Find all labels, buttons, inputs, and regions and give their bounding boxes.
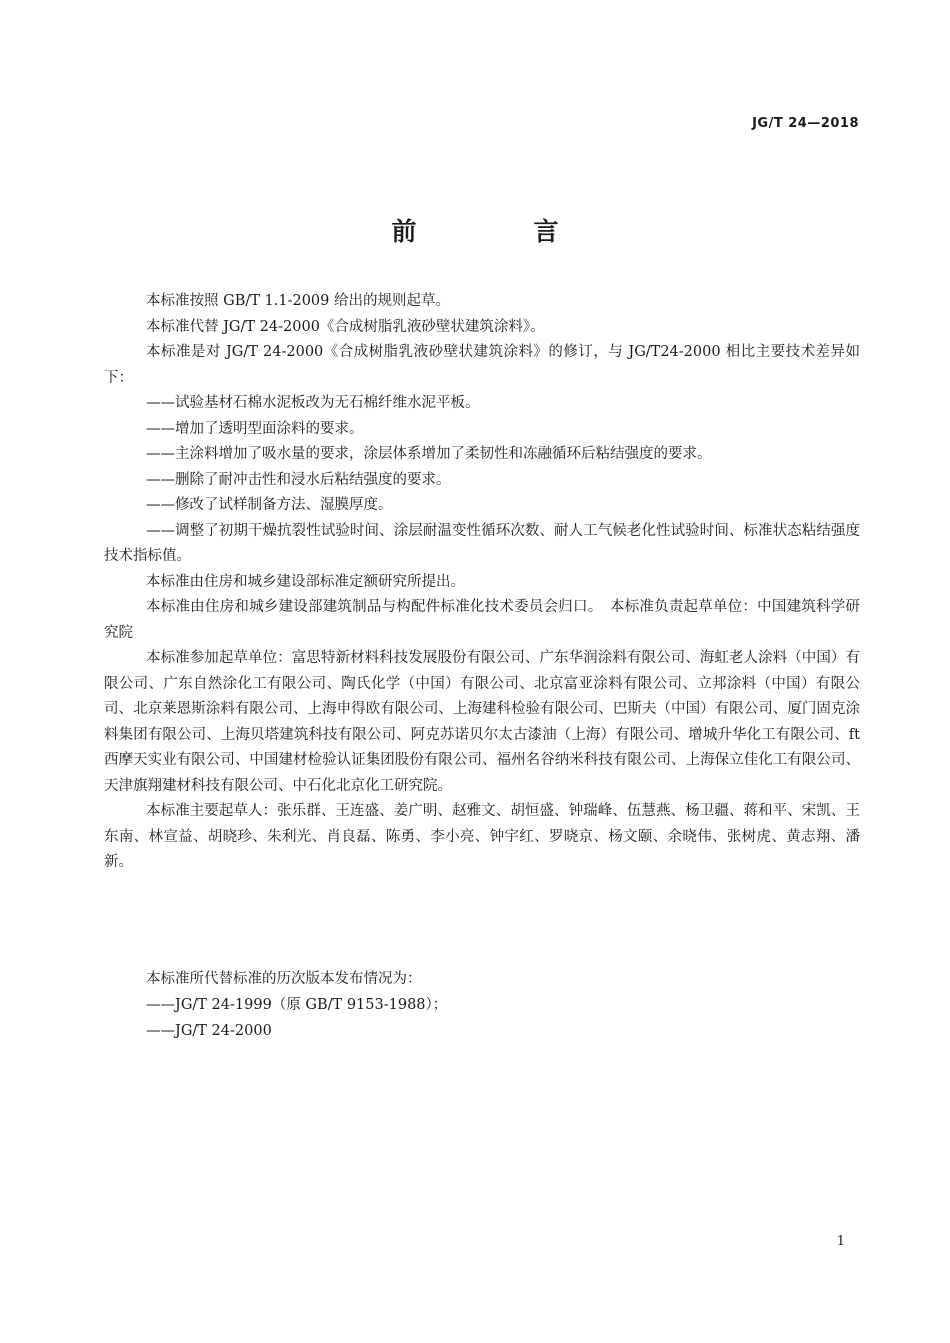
change-item: ——试验基材石棉水泥板改为无石棉纤维水泥平板。: [146, 395, 480, 411]
page-number: 1: [836, 1234, 845, 1249]
paragraph-revision-intro: 本标准是对 JG/T 24-2000《合成树脂乳液砂壁状建筑涂料》的修订，与 JG/T24-2000 相比主要技术差异如下：: [104, 344, 860, 386]
history-item: ——JG/T 24-1999（原 GB/T 9153-1988）；: [146, 997, 448, 1013]
paragraph-drafting-rules: 本标准按照 GB/T 1.1-2009 给出的规则起草。: [146, 293, 450, 309]
standard-code: JG/T 24—2018: [752, 116, 859, 131]
change-item: ——增加了透明型面涂料的要求。: [146, 420, 364, 437]
change-item: ——主涂料增加了吸水量的要求，涂层体系增加了柔韧性和冻融循环后粘结强度的要求。: [146, 446, 712, 462]
paragraph-proposed-by: 本标准由住房和城乡建设部标准定额研究所提出。: [146, 573, 465, 590]
history-item: ——JG/T 24-2000: [146, 1023, 272, 1039]
change-item: ——删除了耐冲击性和浸水后粘结强度的要求。: [146, 471, 451, 488]
change-item: ——修改了试样制备方法、湿膜厚度。: [146, 497, 393, 513]
version-history: [104, 966, 860, 1044]
change-item: ——调整了初期干燥抗裂性试验时间、涂层耐温变性循环次数、耐人工气候老化性试验时间、标准状态粘结强度技术指标值。: [104, 522, 860, 564]
history-intro: 本标准所代替标准的历次版本发布情况为：: [146, 971, 422, 987]
foreword-body: [104, 289, 860, 876]
paragraph-replaces: 本标准代替 JG/T 24-2000《合成树脂乳液砂壁状建筑涂料》。: [146, 318, 545, 335]
paragraph-drafters: 本标准主要起草人：张乐群、王连盛、姜广明、赵雅文、胡恒盛、钟瑞峰、伍慧燕、杨卫疆、蒋和平、宋凯、王东南、林宣益、胡晓珍、朱利光、肖良磊、陈勇、李小亮、钟宇红、罗晓京、杨文颐、余晓伟、张树虎、黄志翔、潘新。: [104, 803, 860, 870]
paragraph-responsible-unit: 本标准由住房和城乡建设部建筑制品与构配件标准化技术委员会归口。 本标准负责起草单位：中国建筑科学研究院: [104, 599, 860, 641]
page-title: 前 言: [391, 217, 605, 246]
paragraph-participating-units: 本标准参加起草单位：富思特新材料科技发展股份有限公司、广东华润涂料有限公司、海虹老人涂料（中国）有限公司、广东自然涂化工有限公司、陶氏化学（中国）有限公司、北京富亚涂料有限公司、立邦涂料（中国）有限公司、北京莱恩斯涂料有限公司、上海申得欧有限公司、上海建科检验有限公司、巴斯夫（中国）有限公司、厦门固克涂料集团有限公司、上海贝塔建筑科技有限公司、阿克苏诺贝尔太古漆油（上海）有限公司、增城升华化工有限公司、ft西摩天实业有限公司、中国建材检验认证集团股份有限公司、福州名谷纳米科技有限公司、上海保立佳化工有限公司、天津旗翔建材科技有限公司、中石化北京化工研究院。: [104, 650, 860, 794]
